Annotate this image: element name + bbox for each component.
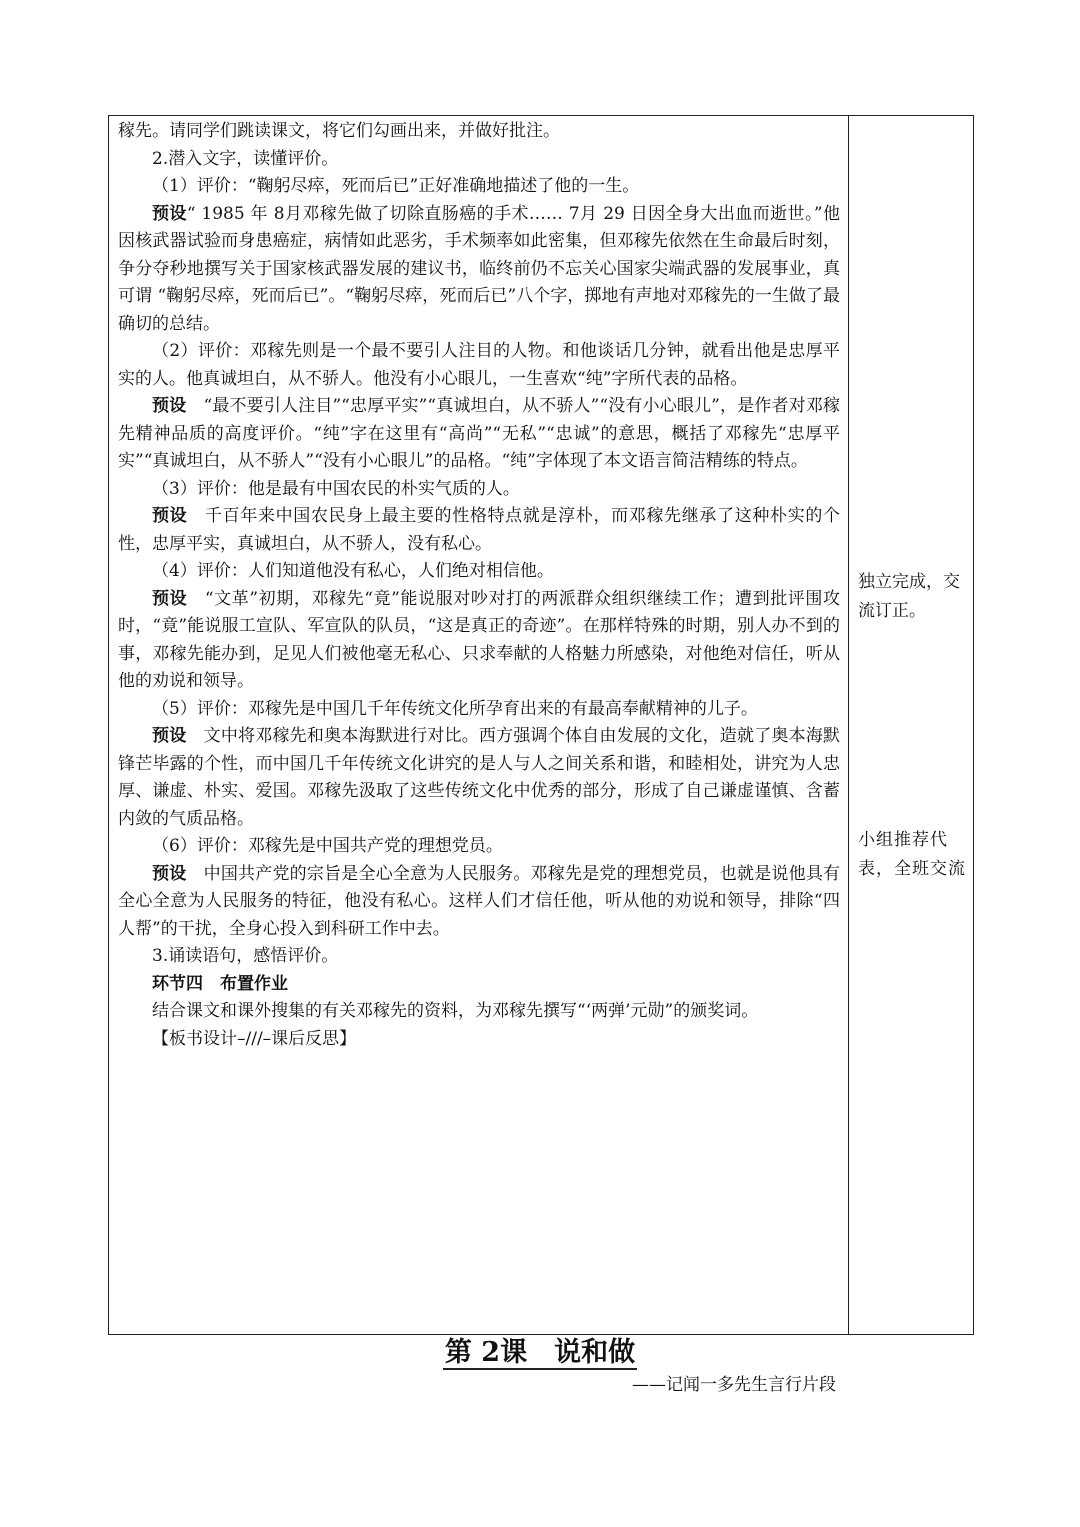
preset-paragraph: 预设 “文革”初期，邓稼先“竟”能说服对吵对打的两派群众组织继续工作；遭到批评围攻时，“竟”能说服工宣队、军宣队的队员，“这是真正的奇迹”。在那样特殊的时期，别人办不到的事，邓稼先能办到，足见人们被他毫无私心、只求奉献的人格魅力所感染，对他绝对信任，听从他的劝说和领导。 [118, 588, 841, 691]
preset-paragraph: 预设 中国共产党的宗旨是全心全意为人民服务。邓稼先是党的理想党员，也就是说他具有全心全意为人民服务的特征，他没有私心。这样人们才信任他，听从他的劝说和领导，排除“四人帮”的干扰，全身心投入到科研工作中去。 [118, 863, 841, 939]
text-line: （2）评价：邓稼先则是一个最不要引人注目的人物。和他谈话几分钟，就看出他是忠厚平实的人。他真诚坦白，从不骄人。他没有小心眼儿，一生喜欢“纯”字所代表的品格。 [118, 341, 840, 389]
text-line: （3）评价：他是最有中国农民的朴实气质的人。 [152, 478, 520, 499]
preset-paragraph: 预设“ 1985 年 8月邓稼先做了切除直肠癌的手术…… 7月 29 日因全身大出血而逝世。”他因核武器试验而身患癌症，病情如此恶劣，手术频率如此密集，但邓稼先依然在生命最后时刻，争分夺秒地撰写关于国家核武器发展的建议书，临终前仍不忘关心国家尖端武器的发展事业，真可谓 “鞠躬尽瘁，死而后已”。“鞠躬尽瘁，死而后已”八个字，掷地有声地对邓稼先的一生做了最确切的总结。 [118, 203, 840, 334]
text-line: （1）评价：“鞠躬尽瘁，死而后已”正好准确地描述了他的一生。 [152, 176, 640, 196]
main-column [118, 118, 840, 1053]
lesson-table [108, 115, 974, 1335]
text-line: （4）评价：人们知道他没有私心，人们绝对相信他。 [152, 561, 554, 581]
side-note-2: 小组推荐代表，全班交流 [858, 830, 966, 879]
text-line: 稼先。请同学们跳读课文，将它们勾画出来，并做好批注。 [118, 121, 560, 141]
side-note-1: 独立完成，交流订正。 [858, 572, 960, 621]
preset-paragraph: 预设 “最不要引人注目”“忠厚平实”“真诚坦白，从不骄人”“没有小心眼儿”，是作者对邓稼先精神品质的高度评价。“纯”字在这里有“高尚”“无私”“忠诚”的意思，概括了邓稼先“忠厚平实”“真诚坦白，从不骄人”“没有小心眼儿”的品格。“纯”字体现了本文语言简洁精练的特点。 [118, 396, 841, 471]
column-divider [848, 116, 849, 1334]
text-line: （5）评价：邓稼先是中国几千年传统文化所孕育出来的有最高奉献精神的儿子。 [152, 698, 758, 719]
text-line: 2.潜入文字，读懂评价。 [152, 148, 339, 169]
text-line: 3.诵读语句，感悟评价。 [152, 946, 339, 966]
section-heading: 环节四 布置作业 [152, 973, 288, 994]
text-line: （6）评价：邓稼先是中国共产党的理想党员。 [152, 836, 503, 856]
preset-paragraph: 预设 千百年来中国农民身上最主要的性格特点就是淳朴，而邓稼先继承了这种朴实的个性，忠厚平实，真诚坦白，从不骄人，没有私心。 [118, 506, 841, 554]
text-line: 结合课文和课外搜集的有关邓稼先的资料，为邓稼先撰写“‘两弹’元勋”的颁奖词。 [152, 1001, 759, 1021]
lesson-subtitle: ——记闻一多先生言行片段 [632, 1375, 836, 1395]
board-design-line: 【板书设计–///–课后反思】 [152, 1028, 357, 1049]
lesson-title: 第 2课 说和做 [444, 1337, 636, 1368]
preset-paragraph: 预设 文中将邓稼先和奥本海默进行对比。西方强调个体自由发展的文化，造就了奥本海默锋芒毕露的个性，而中国几千年传统文化讲究的是人与人之间关系和谐，和睦相处，讲究为人忠厚、谦虚、朴实、爱国。邓稼先汲取了这些传统文化中优秀的部分，形成了自己谦虚谨慎、含蓄内敛的气质品格。 [118, 726, 841, 829]
